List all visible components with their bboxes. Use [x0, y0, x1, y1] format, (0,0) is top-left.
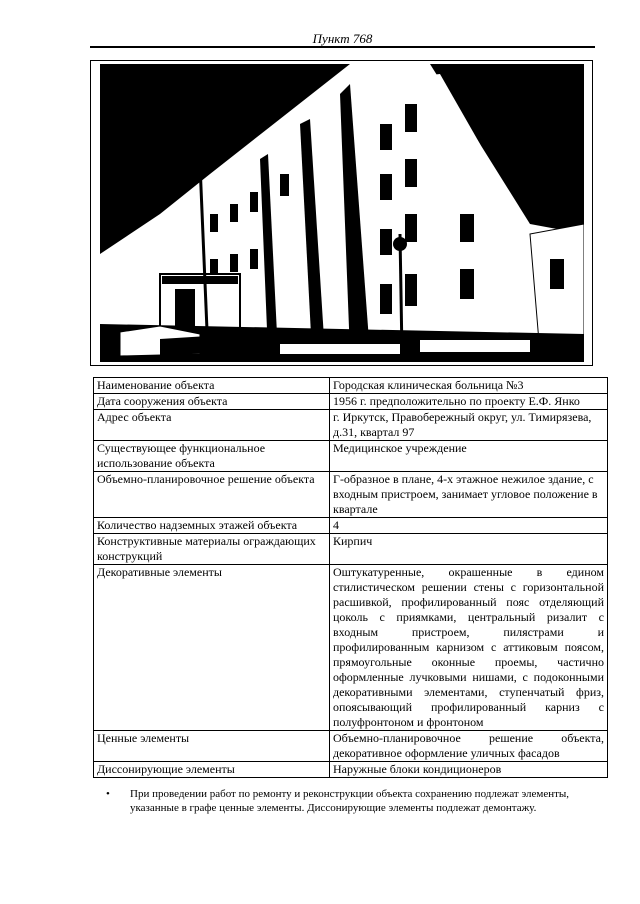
row-value: 1956 г. предположительно по проекту Е.Ф. Янко: [330, 394, 608, 410]
row-label: Дата сооружения объекта: [94, 394, 330, 410]
table-row: [94, 518, 608, 534]
footnote-text: При проведении работ по ремонту и реконструкции объекта сохранению подлежат элементы, указанные в графе ценные элементы. Диссонирующие элементы подлежат демонтажу.: [130, 788, 570, 814]
row-label: Диссонирующие элементы: [94, 762, 330, 778]
row-value: Кирпич: [330, 534, 608, 565]
page-title: Пункт 768: [312, 31, 373, 46]
object-info-table: [93, 377, 608, 778]
row-value: 4: [330, 518, 608, 534]
building-photo-icon: [100, 64, 584, 362]
bullet-icon: •: [106, 788, 110, 800]
header-divider: [90, 46, 595, 48]
row-value: Медицинское учреждение: [330, 441, 608, 472]
table-row: [94, 534, 608, 565]
row-label: Декоративные элементы: [94, 565, 330, 731]
table-row: [94, 410, 608, 441]
row-label: Количество надземных этажей объекта: [94, 518, 330, 534]
row-value: г. Иркутск, Правобережный округ, ул. Тимирязева, д.31, квартал 97: [330, 410, 608, 441]
row-label: Конструктивные материалы ограждающих конструкций: [94, 534, 330, 565]
table-row: [94, 762, 608, 778]
table-row: [94, 472, 608, 518]
row-value: Наружные блоки кондиционеров: [330, 762, 608, 778]
row-label: Наименование объекта: [94, 378, 330, 394]
row-value: Г-образное в плане, 4-х этажное нежилое здание, с входным пристроем, занимает угловое положение в квартале: [330, 472, 608, 518]
row-value: Объемно-планировочное решение объекта, декоративное оформление уличных фасадов: [330, 731, 608, 762]
row-label: Адрес объекта: [94, 410, 330, 441]
table-row: [94, 394, 608, 410]
row-label: Существующее функциональное использование объекта: [94, 441, 330, 472]
footnote: [100, 787, 580, 815]
building-photo: [90, 60, 593, 366]
row-label: Объемно-планировочное решение объекта: [94, 472, 330, 518]
row-value: Городская клиническая больница №3: [330, 378, 608, 394]
row-label: Ценные элементы: [94, 731, 330, 762]
table-row: [94, 565, 608, 731]
table-row: [94, 731, 608, 762]
table-row: [94, 441, 608, 472]
table-row: [94, 378, 608, 394]
row-value: Оштукатуренные, окрашенные в едином стилистическом решении стены с горизонтальной расшивкой, профилированный пояс отделяющий цоколь с приямками, центральный ризалит с входным пристроем, пилястрами и профилированным карнизом с аттиковым поясом, прямоугольные оконные проемы, частично оформленные лучковыми нишами, с подоконными декоративными элементами, ступенчатый фриз, опоясывающий профилированный карниз с полуфронтоном и фронтоном: [330, 565, 608, 731]
